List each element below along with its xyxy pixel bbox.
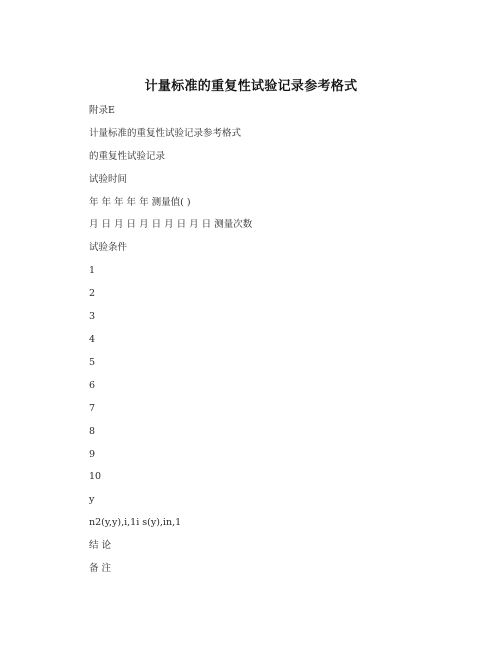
- row-number-7: 7: [89, 403, 96, 414]
- test-conditions-label: 试验条件: [89, 242, 128, 253]
- section-heading: 计量标准的重复性试验记录参考格式: [89, 128, 242, 139]
- test-time-label: 试验时间: [89, 174, 128, 185]
- row-number-3: 3: [89, 311, 96, 322]
- record-name: 的重复性试验记录: [89, 151, 166, 162]
- mean-symbol: y: [89, 494, 95, 505]
- row-number-1: 1: [89, 265, 96, 276]
- row-number-2: 2: [89, 288, 96, 299]
- std-dev-formula: n2(y,y),i,1i s(y),in,1: [89, 517, 182, 528]
- row-number-6: 6: [89, 380, 96, 391]
- row-number-9: 9: [89, 449, 96, 460]
- row-number-5: 5: [89, 357, 96, 368]
- remarks-label: 备 注: [89, 563, 112, 574]
- appendix-label: 附录E: [89, 105, 115, 116]
- row-number-10: 10: [89, 471, 102, 482]
- page-title: 计量标准的重复性试验记录参考格式: [144, 79, 358, 94]
- row-number-4: 4: [89, 334, 96, 345]
- conclusion-label: 结 论: [89, 540, 112, 551]
- year-row: 年 年 年 年 年 测量值( ): [89, 197, 191, 208]
- row-number-8: 8: [89, 426, 96, 437]
- month-day-row: 月 日 月 日 月 日 月 日 月 日 测量次数: [89, 219, 253, 230]
